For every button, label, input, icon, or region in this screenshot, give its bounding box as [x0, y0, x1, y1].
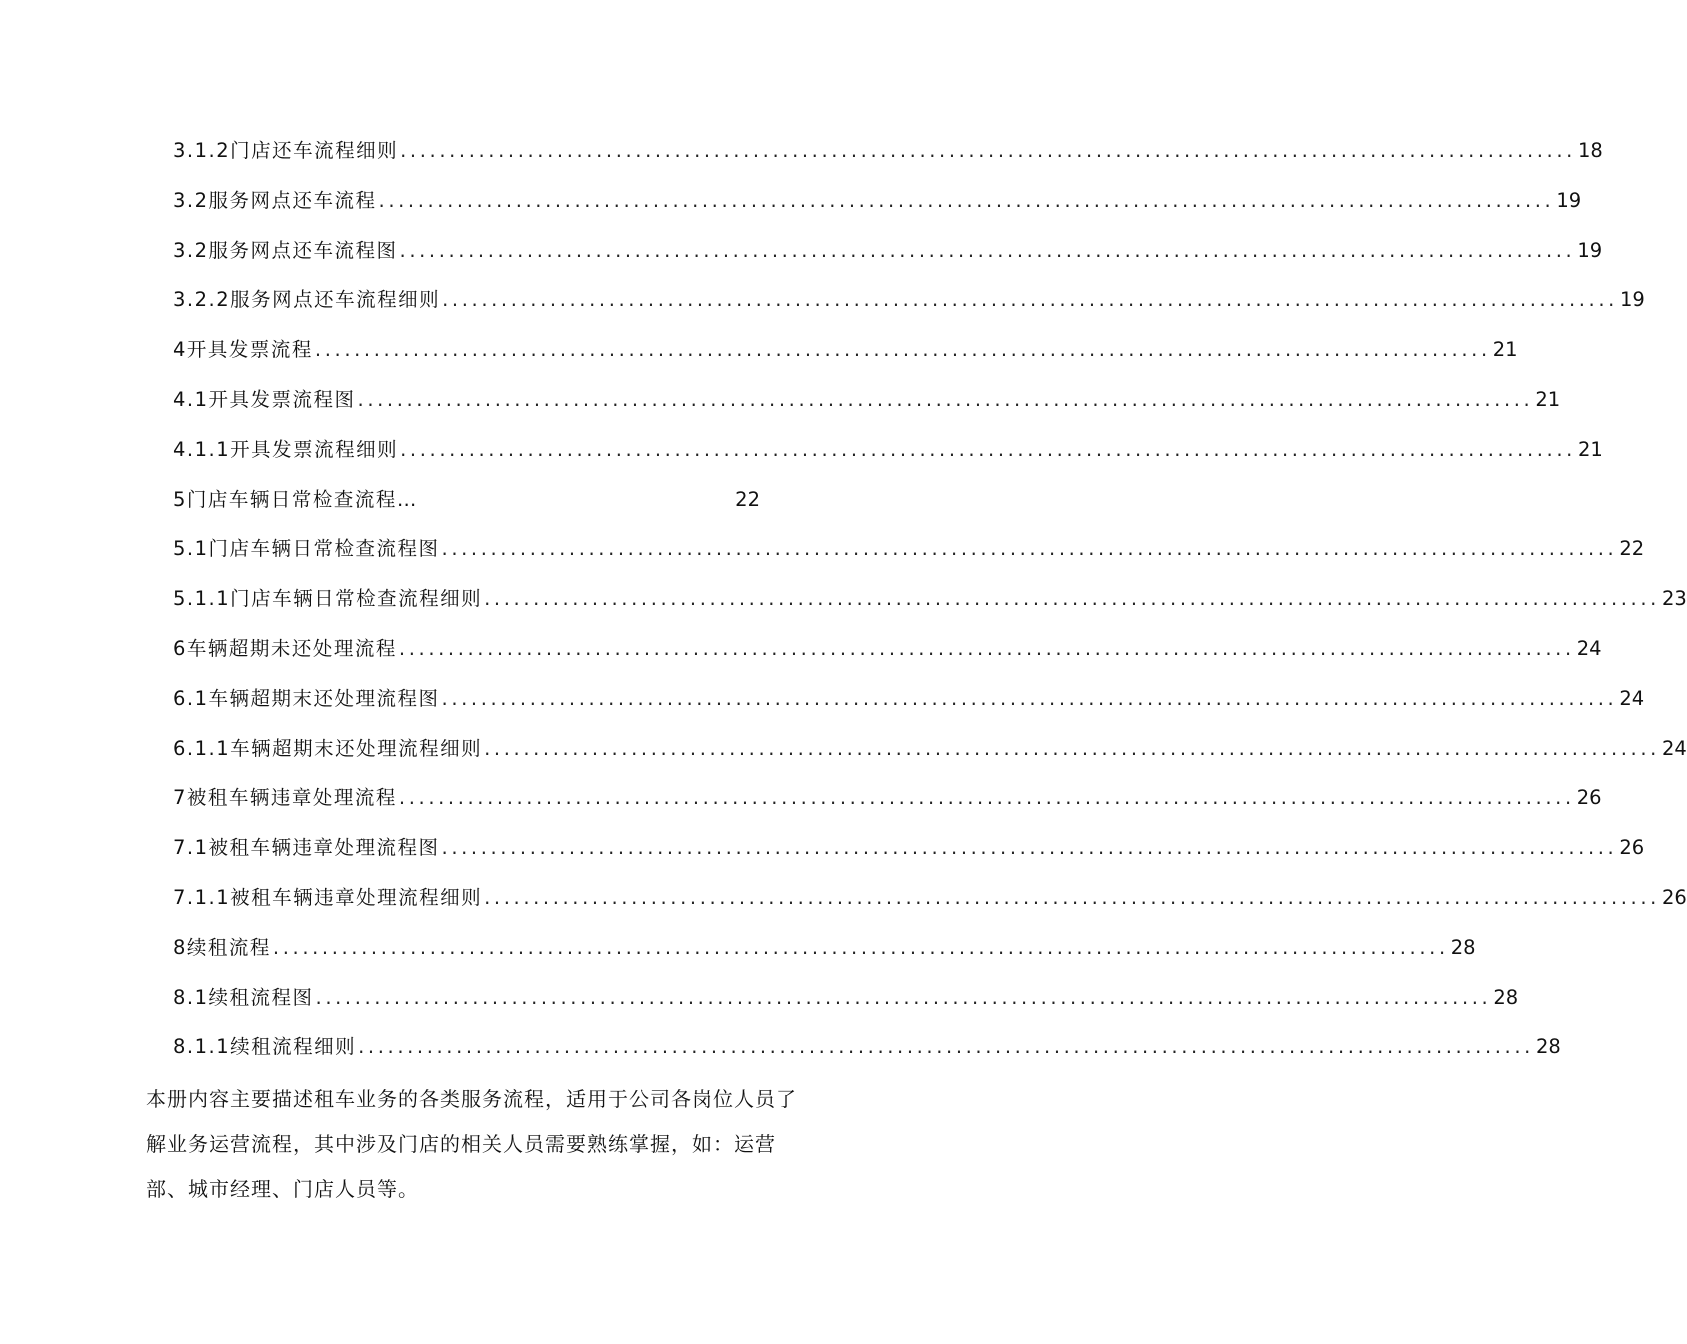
dot-leader: ........................................................................................................................: [378, 188, 1555, 212]
toc-entry-label: 5门店车辆日常检查流程…: [173, 487, 418, 511]
intro-paragraph: [146, 1077, 806, 1212]
toc-entry-label: 5.1.1门店车辆日常检查流程细则: [173, 587, 483, 611]
toc-entry[interactable]: [173, 382, 1561, 432]
toc-entry[interactable]: [173, 432, 1603, 482]
toc-entry-label: 7.1.1被租车辆违章处理流程细则: [173, 885, 483, 909]
toc-entry-page: 18: [1577, 139, 1603, 162]
toc-entry-label: 8续租流程: [173, 935, 271, 959]
toc-entry[interactable]: [173, 830, 1645, 880]
toc-entry-page: 21: [1492, 338, 1518, 362]
toc-entry[interactable]: [173, 482, 760, 532]
dot-leader: ........................................................................................................................: [441, 686, 1618, 710]
toc-entry[interactable]: [173, 282, 1645, 332]
toc-entry-page: 19: [1577, 238, 1603, 262]
dot-leader: ........................................................................................................................: [314, 338, 1491, 362]
toc-entry-page: 28: [1493, 985, 1519, 1009]
toc-entry-label: 8.1续租流程图: [173, 985, 314, 1009]
toc-entry[interactable]: [173, 133, 1603, 183]
toc-entry-page: 26: [1576, 786, 1602, 810]
toc-entry-label: 4.1开具发票流程图: [173, 387, 356, 411]
toc-entry-page: 23: [1661, 587, 1687, 611]
dot-leader: ........................................................................................................................: [399, 238, 1576, 262]
intro-text: 本册内容主要描述租车业务的各类服务流程，适用于公司各岗位人员了解业务运营流程，其中涉及门店的相关人员需要熟练掌握，如：运营部、城市经理、门店人员等。: [146, 1087, 797, 1201]
dot-leader: ........................................................................................................................: [357, 387, 1534, 411]
toc-entry-label: 6车辆超期未还处理流程: [173, 636, 397, 660]
toc-entry-page: 24: [1661, 736, 1687, 760]
dot-leader: ........................................................................................................................: [484, 587, 1660, 611]
toc-entry[interactable]: [173, 681, 1645, 731]
toc-entry-page: 28: [1450, 935, 1476, 959]
dot-leader: ........................................................................................................................: [358, 1035, 1534, 1059]
toc-entry-label: 6.1车辆超期末还处理流程图: [173, 686, 440, 710]
toc-entry[interactable]: [173, 631, 1602, 681]
dot-leader: ........................................................................................................................: [484, 885, 1660, 909]
dot-leader: ........................................................................................................................: [315, 985, 1492, 1009]
toc-entry-page: 21: [1577, 437, 1603, 461]
dot-leader: ........................................................................................................................: [400, 437, 1576, 461]
dot-leader: ........................................................................................................................: [398, 786, 1575, 810]
toc-entry-page: 19: [1619, 288, 1645, 312]
toc-entry[interactable]: [173, 731, 1687, 781]
toc-entry-label: 8.1.1续租流程细则: [173, 1035, 357, 1059]
toc-entry-page: 24: [1619, 686, 1645, 710]
toc-entry-label: 6.1.1车辆超期末还处理流程细则: [173, 736, 483, 760]
toc-entry-page: 28: [1535, 1035, 1561, 1059]
toc-entry-label: 3.1.2门店还车流程细则: [173, 139, 399, 162]
toc-entry-page: 21: [1535, 387, 1561, 411]
toc-entry[interactable]: [173, 183, 1582, 233]
dot-leader: ........................................................................................................................: [400, 139, 1576, 162]
toc-entry[interactable]: [173, 332, 1518, 382]
toc-entry-label: 7.1被租车辆违章处理流程图: [173, 836, 440, 860]
toc-entry[interactable]: [173, 930, 1476, 980]
toc-entry-page: 19: [1556, 188, 1582, 212]
toc-entry[interactable]: [173, 780, 1602, 830]
toc-entry[interactable]: [173, 1029, 1561, 1079]
toc-entry[interactable]: [173, 233, 1603, 283]
toc-entry[interactable]: [173, 531, 1645, 581]
dot-leader: ........................................................................................................................: [484, 736, 1660, 760]
toc-entry[interactable]: [173, 581, 1687, 631]
toc-entry-page: 26: [1619, 836, 1645, 860]
dot-leader: ........................................................................................................................: [442, 288, 1618, 312]
toc-entry-label: 4.1.1开具发票流程细则: [173, 437, 399, 461]
table-of-contents: [173, 133, 1687, 1079]
toc-entry-label: 4开具发票流程: [173, 338, 313, 362]
toc-entry-page: 22: [735, 487, 760, 511]
toc-entry-page: 26: [1661, 885, 1687, 909]
dot-leader: ........................................................................................................................: [441, 836, 1618, 860]
toc-entry-page: 22: [1619, 537, 1645, 561]
toc-entry-label: 3.2服务网点还车流程图: [173, 238, 398, 262]
dot-leader: ........................................................................................................................: [398, 636, 1575, 660]
toc-entry-label: 7被租车辆违章处理流程: [173, 786, 397, 810]
toc-entry-label: 3.2.2服务网点还车流程细则: [173, 288, 441, 312]
toc-entry[interactable]: [173, 880, 1687, 930]
toc-entry-page: 24: [1576, 636, 1602, 660]
toc-entry[interactable]: [173, 980, 1519, 1030]
dot-leader: ........................................................................................................................: [272, 935, 1449, 959]
dot-leader: ........................................................................................................................: [441, 537, 1618, 561]
toc-entry-label: 5.1门店车辆日常检查流程图: [173, 537, 440, 561]
toc-entry-label: 3.2服务网点还车流程: [173, 188, 377, 212]
